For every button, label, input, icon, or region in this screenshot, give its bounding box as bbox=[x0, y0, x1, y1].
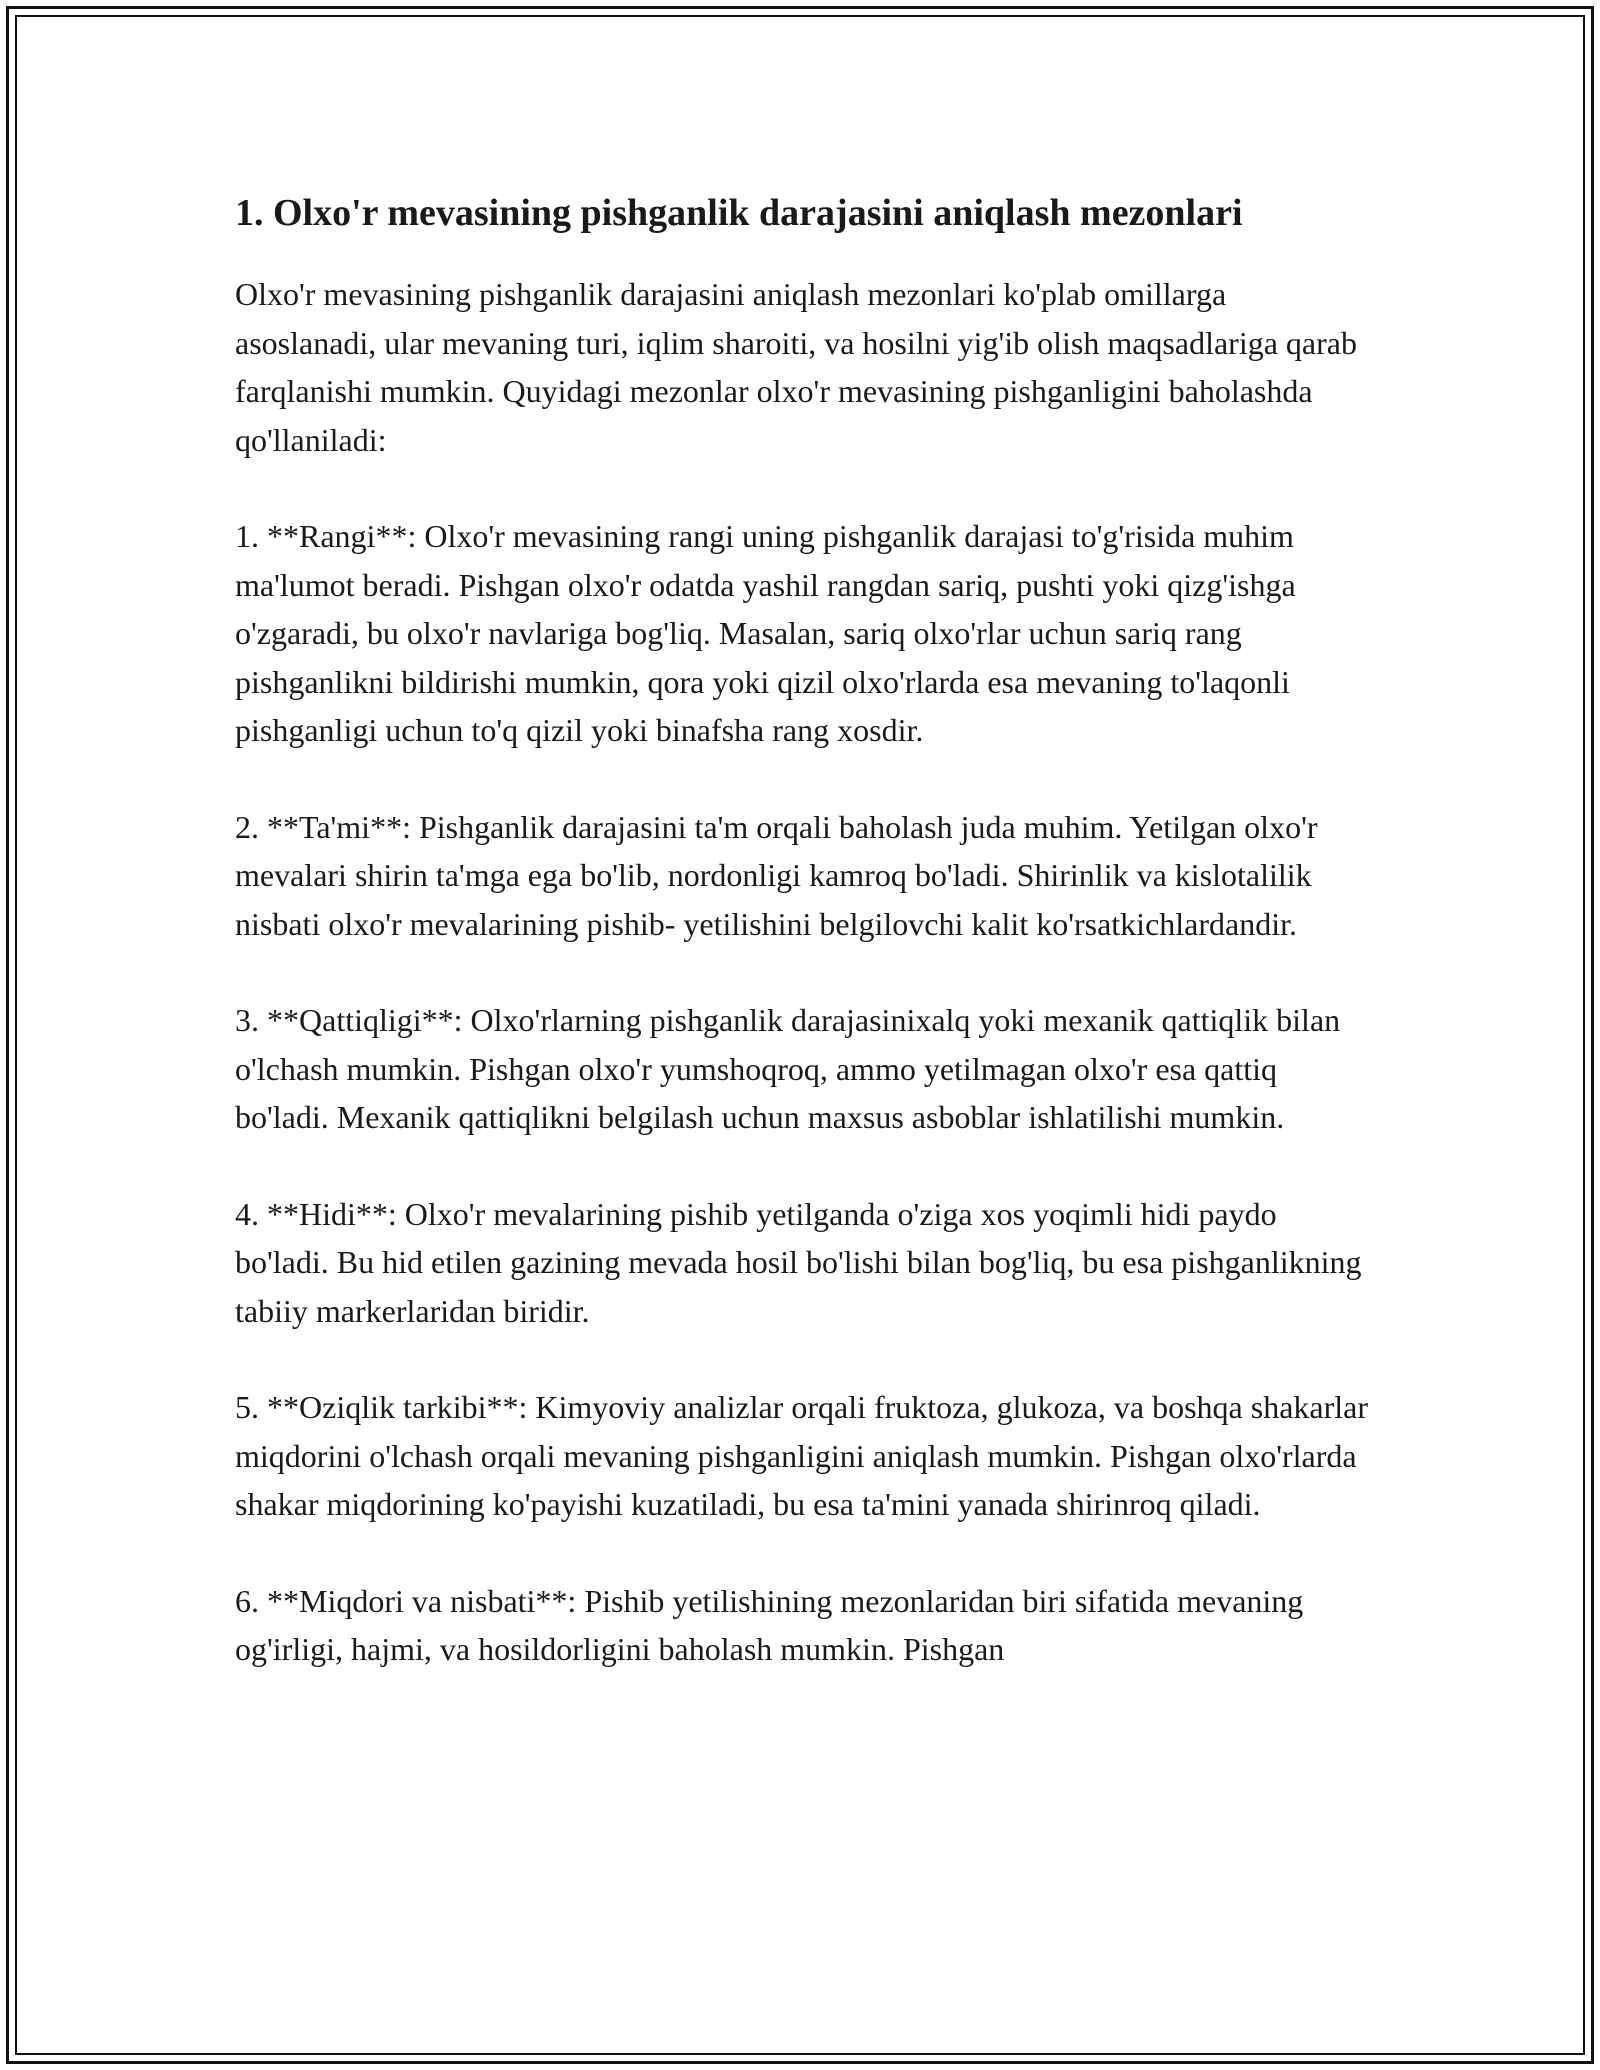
criterion-aroma-paragraph: 4. **Hidi**: Olxo'r mevalarining pishib yetilganda o'ziga xos yoqimli hidi paydo bo'ladi. Bu hid etilen gazining mevada hosil bo'lishi bilan bog'liq, bu esa pishganlikning tabiiy markerlaridan biridir. bbox=[235, 1195, 1362, 1329]
intro-paragraph: Olxo'r mevasining pishganlik darajasini aniqlash mezonlari ko'plab omillarga asoslanadi, ular mevaning turi, iqlim sharoiti, va hosilni yig'ib olish maqsadlariga qarab farqlanishi mumkin. Quyidagi mezonlar olxo'r mevasining pishganligini baholashda qo'llaniladi: bbox=[235, 276, 1357, 458]
criterion-taste-paragraph: 2. **Ta'mi**: Pishganlik darajasini ta'm orqali baholash juda muhim. Yetilgan olxo'r mevalari shirin ta'mga ega bo'lib, nordonligi kamroq bo'ladi. Shirinlik va kislotalilik nisbati olxo'r mevalarining pishib- yetilishini belgilovchi kalit ko'rsatkichlardandir. bbox=[235, 808, 1318, 942]
document-title: 1. Olxo'r mevasining pishganlik darajasini aniqlash mezonlari bbox=[235, 192, 1243, 234]
criterion-firmness-paragraph: 3. **Qattiqligi**: Olxo'rlarning pishganlik darajasinixalq yoki mexanik qattiqlik bilan o'lchash mumkin. Pishgan olxo'r yumshoqroq, ammo yetilmagan olxo'r esa qattiq bo'ladi. Mexanik qattiqlikni belgilash uchun maxsus asboblar ishlatilishi mumkin. bbox=[235, 1002, 1341, 1135]
document-body bbox=[235, 182, 1375, 1722]
criterion-color-paragraph: 1. **Rangi**: Olxo'r mevasining rangi uning pishganlik darajasi to'g'risida muhim ma'lumot beradi. Pishgan olxo'r odatda yashil rangdan sariq, pushti yoki qizg'ishga o'zgaradi, bu olxo'r navlariga bog'liq. Masalan, sariq olxo'rlar uchun sariq rang pishganlikni bildirishi mumkin, qora yoki qizil olxo'rlarda esa mevaning to'laqonli pishganligi uchun to'q qizil yoki binafsha rang xosdir. bbox=[235, 518, 1296, 748]
criterion-quantity-paragraph: 6. **Miqdori va nisbati**: Pishib yetilishining mezonlaridan biri sifatida mevaning og'irligi, hajmi, va hosildorligini baholash mumkin. Pishgan bbox=[235, 1582, 1304, 1667]
criterion-nutrition-paragraph: 5. **Oziqlik tarkibi**: Kimyoviy analizlar orqali fruktoza, glukoza, va boshqa shakarlar miqdorini o'lchash orqali mevaning pishganligini aniqlash mumkin. Pishgan olxo'rlarda shakar miqdorining ko'payishi kuzatiladi, bu esa ta'mini yanada shirinroq qiladi. bbox=[235, 1389, 1368, 1522]
